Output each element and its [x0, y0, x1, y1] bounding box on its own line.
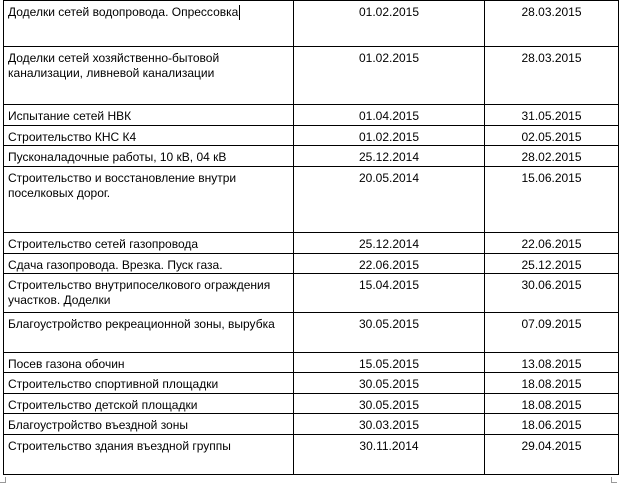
- table-row: [4, 435, 619, 475]
- work-name-cell[interactable]: Строительство здания въездной группы: [4, 435, 294, 475]
- work-name-cell[interactable]: Посев газона обочин: [4, 353, 294, 373]
- work-name-cell[interactable]: Благоустройство рекреационной зоны, вырубка: [4, 313, 294, 353]
- table-row: [4, 353, 619, 373]
- end-date-cell[interactable]: 29.04.2015: [485, 435, 619, 475]
- work-name-cell[interactable]: Пусконаладочные работы, 10 кВ, 04 кВ: [4, 146, 294, 167]
- table-row: [4, 47, 619, 105]
- table-row: [4, 254, 619, 274]
- work-name-cell[interactable]: Испытание сетей НВК: [4, 105, 294, 126]
- start-date-cell[interactable]: 30.05.2015: [294, 313, 485, 353]
- crop-mark-right: [611, 477, 617, 483]
- start-date-cell[interactable]: 01.02.2015: [294, 126, 485, 146]
- work-name-cell[interactable]: Сдача газопровода. Врезка. Пуск газа.: [4, 254, 294, 274]
- end-date-cell[interactable]: 18.08.2015: [485, 373, 619, 394]
- start-date-cell[interactable]: 22.06.2015: [294, 254, 485, 274]
- table-row: [4, 105, 619, 126]
- start-date-cell[interactable]: 20.05.2014: [294, 167, 485, 233]
- work-name-cell[interactable]: Строительство спортивной площадки: [4, 373, 294, 394]
- start-date-cell[interactable]: 25.12.2014: [294, 233, 485, 254]
- table-row: [4, 414, 619, 435]
- work-name-cell[interactable]: Строительство детской площадки: [4, 394, 294, 414]
- table-row: [4, 313, 619, 353]
- start-date-cell[interactable]: 25.12.2014: [294, 146, 485, 167]
- start-date-cell[interactable]: 30.03.2015: [294, 414, 485, 435]
- end-date-cell[interactable]: 28.03.2015: [485, 1, 619, 47]
- work-name-cell[interactable]: Доделки сетей хозяйственно-бытовой канализации, ливневой канализации: [4, 47, 294, 105]
- end-date-cell[interactable]: 15.06.2015: [485, 167, 619, 233]
- end-date-cell[interactable]: 07.09.2015: [485, 313, 619, 353]
- work-name-cell[interactable]: Доделки сетей водопровода. Опрессовка: [4, 1, 294, 47]
- work-name-cell[interactable]: Строительство и восстановление внутри поселковых дорог.: [4, 167, 294, 233]
- start-date-cell[interactable]: 01.02.2015: [294, 47, 485, 105]
- start-date-cell[interactable]: 01.02.2015: [294, 1, 485, 47]
- work-name-cell[interactable]: Строительство внутрипоселкового ограждения участков. Доделки: [4, 274, 294, 313]
- end-date-cell[interactable]: 31.05.2015: [485, 105, 619, 126]
- start-date-cell[interactable]: 30.11.2014: [294, 435, 485, 475]
- text-cursor: [239, 5, 240, 20]
- table-row: [4, 394, 619, 414]
- end-date-cell[interactable]: 18.08.2015: [485, 394, 619, 414]
- end-date-cell[interactable]: 25.12.2015: [485, 254, 619, 274]
- start-date-cell[interactable]: 01.04.2015: [294, 105, 485, 126]
- table-row: [4, 233, 619, 254]
- end-date-cell[interactable]: 28.02.2015: [485, 146, 619, 167]
- end-date-cell[interactable]: 13.08.2015: [485, 353, 619, 373]
- end-date-cell[interactable]: 22.06.2015: [485, 233, 619, 254]
- table-row: [4, 274, 619, 313]
- schedule-table: [3, 0, 619, 475]
- table-row: [4, 373, 619, 394]
- end-date-cell[interactable]: 02.05.2015: [485, 126, 619, 146]
- table-row: [4, 146, 619, 167]
- end-date-cell[interactable]: 18.06.2015: [485, 414, 619, 435]
- work-name-cell[interactable]: Благоустройство въездной зоны: [4, 414, 294, 435]
- crop-mark-left: [0, 477, 6, 483]
- table-row: [4, 1, 619, 47]
- work-name-cell[interactable]: Строительство сетей газопровода: [4, 233, 294, 254]
- end-date-cell[interactable]: 30.06.2015: [485, 274, 619, 313]
- start-date-cell[interactable]: 30.05.2015: [294, 373, 485, 394]
- table-row: [4, 126, 619, 146]
- start-date-cell[interactable]: 15.05.2015: [294, 353, 485, 373]
- start-date-cell[interactable]: 30.05.2015: [294, 394, 485, 414]
- table-row: [4, 167, 619, 233]
- end-date-cell[interactable]: 28.03.2015: [485, 47, 619, 105]
- work-name-cell[interactable]: Строительство КНС К4: [4, 126, 294, 146]
- start-date-cell[interactable]: 15.04.2015: [294, 274, 485, 313]
